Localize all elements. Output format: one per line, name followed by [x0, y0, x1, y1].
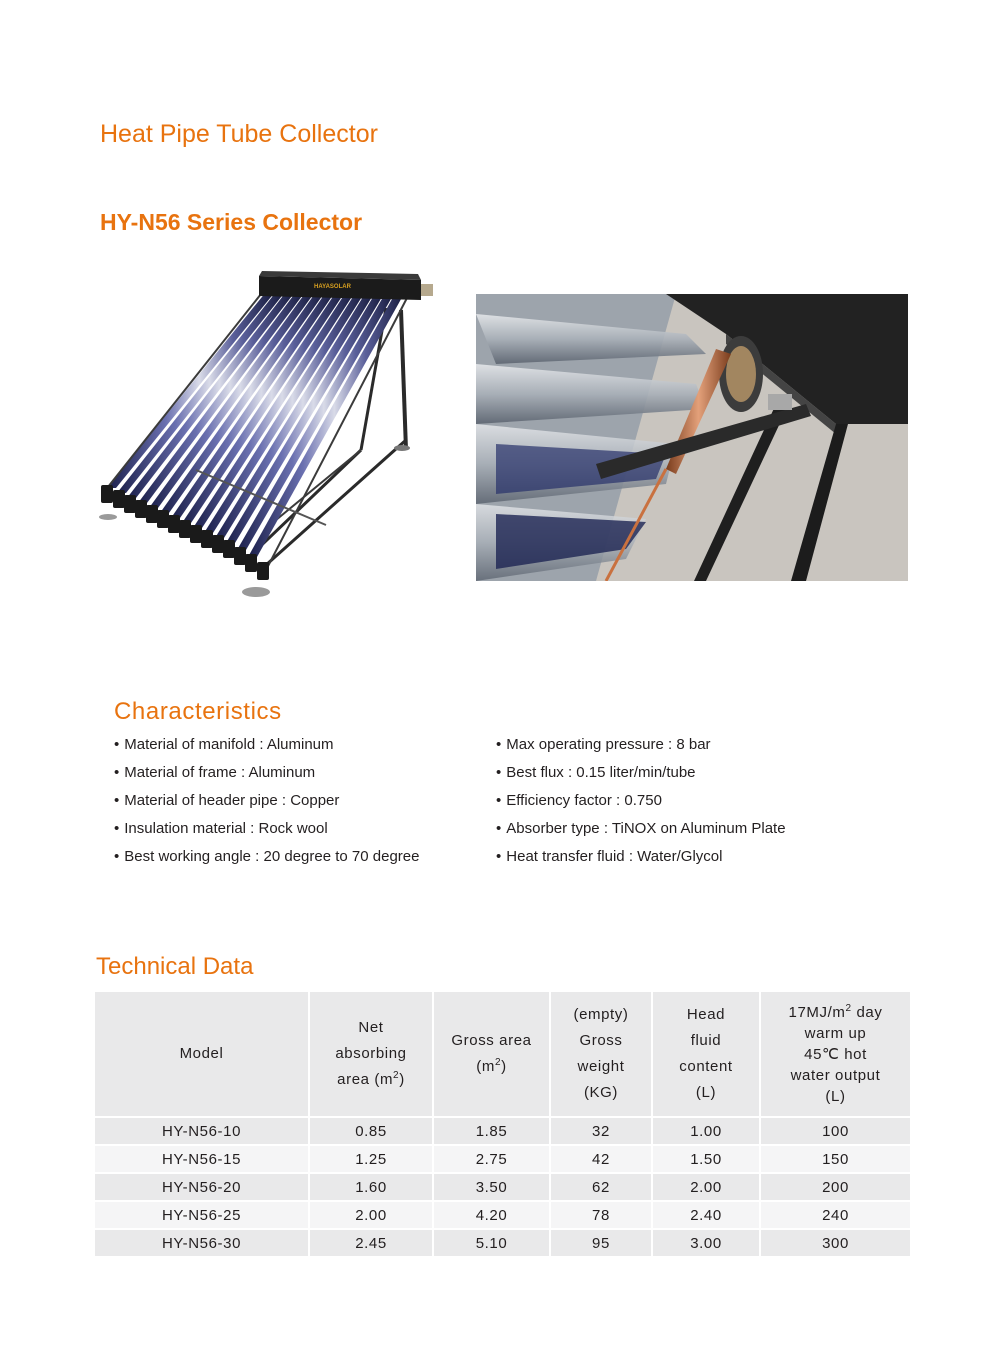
cell-model: HY-N56-30	[95, 1229, 309, 1256]
cell-weight: 42	[550, 1145, 652, 1173]
header-gross-area: Gross area $(m^2)$	[433, 992, 550, 1117]
cell-fluid: 3.00	[652, 1229, 760, 1256]
cell-weight: 95	[550, 1229, 652, 1256]
cell-gross-area: 2.75	[433, 1145, 550, 1173]
manifold-closeup-photo	[476, 294, 908, 581]
cell-output: 200	[760, 1173, 910, 1201]
technical-data-heading: Technical Data	[96, 953, 254, 980]
cell-output: 240	[760, 1201, 910, 1229]
table-row	[95, 1173, 910, 1201]
header-fluid: Head fluid content (L)	[652, 992, 760, 1117]
cell-output: 150	[760, 1145, 910, 1173]
list-item: • Absorber type : TiNOX on Aluminum Plate	[496, 820, 786, 848]
technical-data-table	[95, 992, 910, 1256]
cell-gross-area: 1.85	[433, 1117, 550, 1145]
collector-photo	[96, 270, 440, 605]
cell-output: 100	[760, 1117, 910, 1145]
characteristics-list-left	[114, 736, 419, 876]
cell-net-area: 1.25	[309, 1145, 433, 1173]
list-item: • Heat transfer fluid : Water/Glycol	[496, 848, 786, 876]
cell-weight: 62	[550, 1173, 652, 1201]
cell-net-area: 2.00	[309, 1201, 433, 1229]
cell-model: HY-N56-25	[95, 1201, 309, 1229]
list-item: • Insulation material : Rock wool	[114, 820, 419, 848]
table-row	[95, 1229, 910, 1256]
list-item: • Material of header pipe : Copper	[114, 792, 419, 820]
cell-gross-area: 5.10	[433, 1229, 550, 1256]
list-item: • Best flux : 0.15 liter/min/tube	[496, 764, 786, 792]
list-item: • Efficiency factor : 0.750	[496, 792, 786, 820]
collector-brand-label: HAYASOLAR	[314, 284, 351, 290]
list-item: • Material of frame : Aluminum	[114, 764, 419, 792]
cell-net-area: 0.85	[309, 1117, 433, 1145]
cell-net-area: 2.45	[309, 1229, 433, 1256]
cell-model: HY-N56-15	[95, 1145, 309, 1173]
manifold-closeup-illustration	[476, 294, 908, 581]
cell-fluid: 2.00	[652, 1173, 760, 1201]
cell-weight: 32	[550, 1117, 652, 1145]
header-output: $17MJ/m^2$ day warm up 45℃ hot water output (L)	[760, 992, 910, 1117]
header-net-area: Net absorbing area $(m^2)$	[309, 992, 433, 1117]
list-item: • Max operating pressure : 8 bar	[496, 736, 786, 764]
characteristics-heading: Characteristics	[114, 698, 282, 725]
cell-fluid: 1.50	[652, 1145, 760, 1173]
list-item: • Best working angle : 20 degree to 70 degree	[114, 848, 419, 876]
cell-gross-area: 3.50	[433, 1173, 550, 1201]
table-header-row	[95, 992, 910, 1117]
series-title: HY-N56 Series Collector	[100, 209, 363, 235]
cell-net-area: 1.60	[309, 1173, 433, 1201]
page-title: Heat Pipe Tube Collector	[100, 120, 378, 148]
characteristics-list-right	[496, 736, 786, 876]
cell-fluid: 2.40	[652, 1201, 760, 1229]
table-row	[95, 1201, 910, 1229]
header-model: Model	[95, 992, 309, 1117]
table-row	[95, 1145, 910, 1173]
header-weight: (empty) Gross weight (KG)	[550, 992, 652, 1117]
cell-gross-area: 4.20	[433, 1201, 550, 1229]
list-item: • Material of manifold : Aluminum	[114, 736, 419, 764]
table-row	[95, 1117, 910, 1145]
cell-output: 300	[760, 1229, 910, 1256]
cell-fluid: 1.00	[652, 1117, 760, 1145]
cell-model: HY-N56-20	[95, 1173, 309, 1201]
cell-weight: 78	[550, 1201, 652, 1229]
cell-model: HY-N56-10	[95, 1117, 309, 1145]
